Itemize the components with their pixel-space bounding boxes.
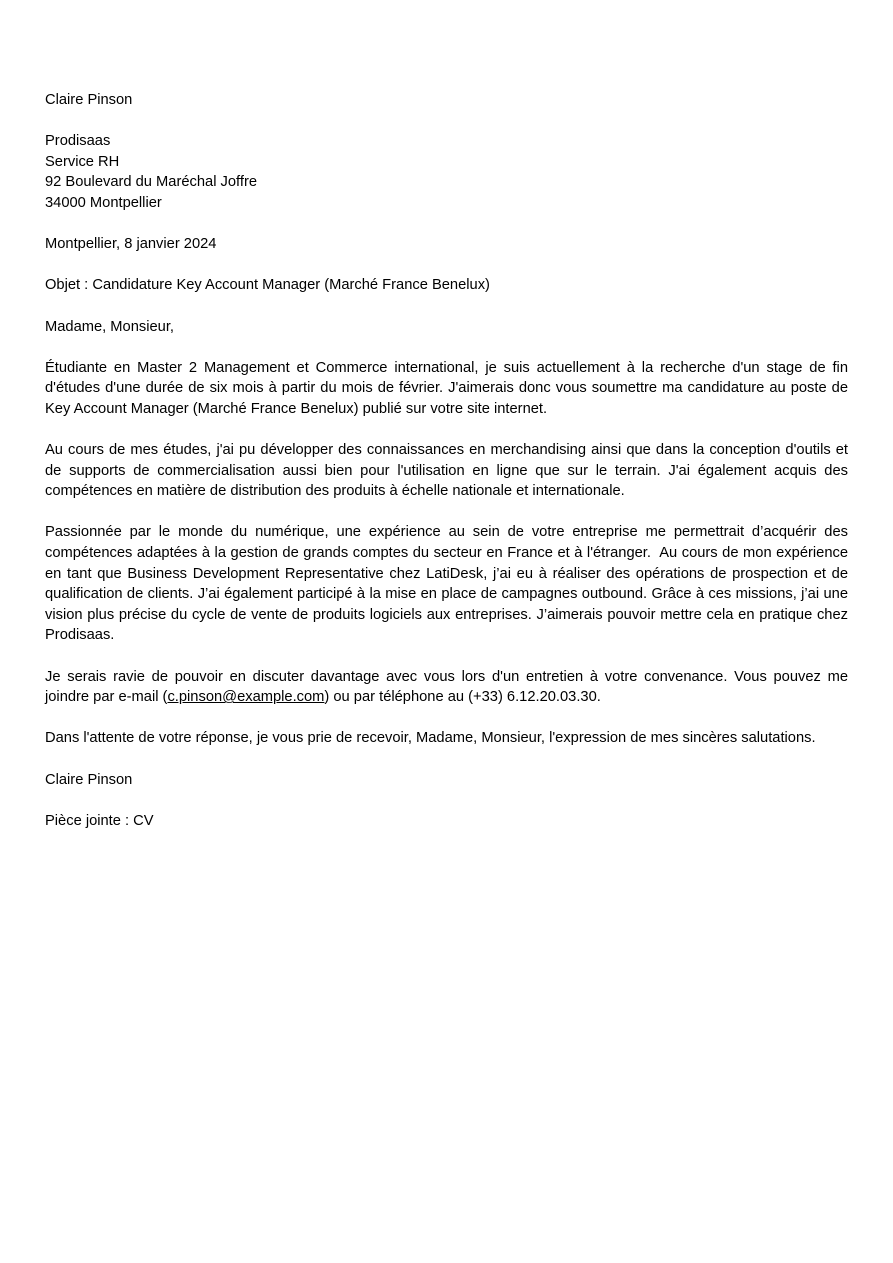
subject-line: Objet : Candidature Key Account Manager (Marché France Benelux) [45, 277, 490, 294]
contact-text-before-link: Je serais ravie de pouvoir en discuter davantage avec vous lors d'un entretien à votre convenance. Vous pouvez me joindre par e-mail ( [45, 668, 853, 706]
recipient-city: 34000 Montpellier [45, 194, 162, 211]
recipient-address-block [45, 131, 848, 213]
recipient-department: Service RH [45, 153, 120, 170]
spacer [45, 255, 848, 276]
body-paragraph-3: Passionnée par le monde du numérique, une expérience au sein de votre entreprise me permettrait d’acquérir des compétences adaptées à la gestion de grands comptes du secteur en France et à l'étranger. Au cours de mon expérience en tant que Business Development Representative chez LatiDesk, j’ai eu à réaliser des opérations de prospection et de qualification de clients. J’ai également participé à la mise en place de campagnes outbound. Grâce à ces missions, j’ai une vision plus précise du cycle de vente de produits logiciels aux entreprises. J’aimerais pouvoir mettre cela en pratique chez Prodisaas. [45, 524, 853, 644]
spacer [45, 296, 848, 317]
recipient-company: Prodisaas [45, 133, 111, 150]
contact-text-after-link: ) ou par téléphone au (+33) 6.12.20.03.30. [324, 689, 601, 706]
body-paragraph-2: Au cours de mes études, j'ai pu développer des connaissances en merchandising ainsi que dans la conception d'outils et de supports de commercialisation aussi bien pour l'utilisation en ligne que sur le terrain. J'ai également acquis des compétences en matière de distribution des produits à échelle nationale et internationale. [45, 442, 853, 500]
salutation: Madame, Monsieur, [45, 318, 174, 335]
spacer [45, 337, 848, 358]
spacer [45, 708, 848, 729]
spacer [45, 749, 848, 770]
spacer [45, 646, 848, 667]
letter-body [45, 90, 853, 831]
attachment-note: Pièce jointe : CV [45, 812, 154, 829]
spacer [45, 420, 848, 441]
closing-paragraph: Dans l'attente de votre réponse, je vous prie de recevoir, Madame, Monsieur, l'expression de mes sincères salutations. [45, 730, 816, 747]
place-and-date: Montpellier, 8 janvier 2024 [45, 236, 217, 253]
spacer [45, 111, 848, 132]
contact-paragraph [45, 667, 853, 708]
sender-name: Claire Pinson [45, 92, 133, 108]
spacer [45, 502, 848, 523]
recipient-street: 92 Boulevard du Maréchal Joffre [45, 174, 258, 191]
spacer [45, 790, 848, 811]
body-paragraph-1: Étudiante en Master 2 Management et Commerce international, je suis actuellement à la recherche d'un stage de fin d'études d'une durée de six mois à partir du mois de février. J'aimerais donc vous soumettre ma candidature au poste de Key Account Manager (Marché France Benelux) publié sur votre site internet. [45, 359, 853, 417]
spacer [45, 214, 848, 235]
email-link[interactable]: c.pinson@example.com [167, 689, 325, 706]
signature-name: Claire Pinson [45, 771, 133, 788]
